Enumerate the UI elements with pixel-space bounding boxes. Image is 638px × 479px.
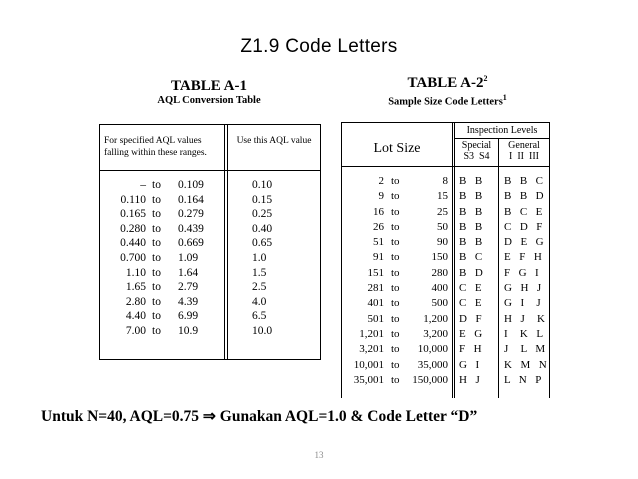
range-low-cell: 4.40 (125, 310, 146, 323)
general-code-cell: G I J (504, 297, 542, 310)
lot-low-cell: 16 (373, 205, 384, 218)
table-row (342, 281, 549, 296)
table-row (100, 178, 320, 193)
range-high-cell: 0.669 (178, 237, 204, 250)
general-levels-label: I II III (509, 151, 539, 162)
range-to-cell: to (152, 222, 161, 235)
range-low-cell: 7.00 (125, 324, 146, 337)
range-high-cell: 0.279 (178, 208, 204, 221)
range-to-cell: to (152, 281, 161, 294)
use-aql-cell: 1.5 (252, 266, 267, 279)
use-aql-cell: 0.65 (252, 237, 273, 250)
special-code-cell: B B (459, 220, 484, 233)
table-a2-subtitle-sup: 1 (502, 93, 507, 102)
lot-to-cell: to (391, 358, 400, 371)
lot-high-cell: 90 (437, 236, 448, 249)
range-to-cell: to (152, 310, 161, 323)
special-code-cell: C E (459, 297, 483, 310)
lot-low-cell: 10,001 (353, 358, 384, 371)
use-aql-cell: 0.40 (252, 222, 273, 235)
lot-high-cell: 1,200 (423, 312, 448, 325)
general-code-cell: E F H (504, 251, 543, 264)
lot-high-cell: 3,200 (423, 327, 448, 340)
range-high-cell: 6.99 (178, 310, 199, 323)
special-code-cell: B B (459, 175, 484, 187)
range-low-cell: 0.165 (120, 208, 146, 221)
general-code-cell: K M N (504, 358, 548, 371)
lot-to-cell: to (391, 190, 400, 203)
general-code-cell: D E G (504, 236, 545, 249)
table-row (100, 324, 320, 339)
special-header-label: Special (461, 140, 492, 151)
table-row (342, 342, 549, 357)
special-levels-label: S3 S4 (463, 151, 490, 162)
table-a1-subtitle: AQL Conversion Table (157, 95, 261, 106)
table-row (342, 174, 549, 189)
lot-low-cell: 3,201 (359, 343, 384, 356)
table-row (342, 220, 549, 235)
general-code-cell: B B D (504, 190, 545, 203)
lot-to-cell: to (391, 236, 400, 249)
range-low-cell: 1.10 (125, 266, 146, 279)
special-code-cell: B C (459, 251, 484, 264)
special-code-cell: B B (459, 190, 484, 203)
table-a2-title-sup: 2 (483, 74, 488, 83)
inspection-header-divider (455, 138, 549, 139)
table-a1-header-use: Use this AQL value (236, 136, 312, 146)
use-aql-cell: 10.0 (252, 324, 273, 337)
special-code-cell: G I (459, 358, 481, 371)
range-high-cell: 1.09 (178, 251, 199, 264)
use-aql-cell: 4.0 (252, 295, 267, 308)
lot-high-cell: 400 (431, 282, 448, 295)
table-row (100, 222, 320, 237)
inspection-levels-header: Inspection Levels (466, 125, 538, 136)
table-a1-header-divider (100, 170, 320, 171)
range-to-cell: to (152, 295, 161, 308)
lot-to-cell: to (391, 373, 400, 386)
use-aql-cell: 1.0 (252, 251, 267, 264)
lot-low-cell: 9 (378, 190, 384, 203)
table-row (100, 280, 320, 295)
general-code-cell: H J K (504, 312, 546, 325)
range-to-cell: to (152, 179, 161, 191)
lot-low-cell: 51 (373, 236, 384, 249)
range-to-cell: to (152, 266, 161, 279)
table-row (342, 205, 549, 220)
general-code-cell: B C E (504, 205, 544, 218)
range-low-cell: 0.280 (120, 222, 146, 235)
lot-low-cell: 1,201 (359, 327, 384, 340)
special-code-cell: F H (459, 343, 483, 356)
lot-high-cell: 280 (431, 266, 448, 279)
lot-to-cell: to (391, 251, 400, 264)
lot-high-cell: 15 (437, 190, 448, 203)
table-row (100, 251, 320, 266)
table-a1 (99, 124, 321, 360)
general-code-cell: G H J (504, 282, 543, 295)
table-a2-title-text: TABLE A-2 (407, 75, 484, 91)
table-row (342, 296, 549, 311)
footnote-example: Untuk N=40, AQL=0.75 ⇒ Gunakan AQL=1.0 & Code Letter “D” (41, 408, 478, 425)
lot-low-cell: 501 (367, 312, 384, 325)
table-row (342, 358, 549, 373)
range-high-cell: 10.9 (178, 324, 199, 337)
range-low-cell: 0.110 (120, 193, 146, 206)
general-code-cell: C D F (504, 220, 544, 233)
table-row (100, 193, 320, 208)
lot-low-cell: 151 (367, 266, 384, 279)
lot-high-cell: 150,000 (412, 373, 448, 386)
lot-to-cell: to (391, 327, 400, 340)
lot-high-cell: 500 (431, 297, 448, 310)
special-levels-header (455, 140, 498, 162)
general-code-cell: L N P (504, 373, 543, 386)
use-aql-cell: 2.5 (252, 281, 267, 294)
table-row (342, 189, 549, 204)
special-code-cell: B B (459, 236, 484, 249)
range-high-cell: 4.39 (178, 295, 199, 308)
table-a2-header-divider (342, 166, 549, 167)
use-aql-cell: 0.15 (252, 193, 273, 206)
general-header-label: General (508, 140, 540, 151)
range-to-cell: to (152, 251, 161, 264)
special-code-cell: B D (459, 266, 484, 279)
lot-to-cell: to (391, 282, 400, 295)
range-low-cell: 0.440 (120, 237, 146, 250)
lot-to-cell: to (391, 297, 400, 310)
lot-to-cell: to (391, 175, 400, 187)
range-high-cell: 0.109 (178, 179, 204, 191)
range-to-cell: to (152, 324, 161, 337)
lot-low-cell: 91 (373, 251, 384, 264)
table-row (100, 266, 320, 281)
table-row (342, 235, 549, 250)
special-code-cell: C E (459, 282, 483, 295)
lot-low-cell: 26 (373, 220, 384, 233)
lot-high-cell: 25 (437, 205, 448, 218)
range-high-cell: 0.164 (178, 193, 204, 206)
range-high-cell: 1.64 (178, 266, 199, 279)
table-row (342, 373, 549, 388)
lot-size-header: Lot Size (373, 141, 421, 156)
table-row (342, 312, 549, 327)
table-a1-body (100, 178, 320, 339)
general-code-cell: I K L (504, 327, 545, 340)
range-to-cell: to (152, 237, 161, 250)
table-row (100, 207, 320, 222)
use-aql-cell: 0.10 (252, 179, 273, 191)
slide-title: Z1.9 Code Letters (240, 36, 398, 57)
special-code-cell: D F (459, 312, 483, 325)
range-to-cell: to (152, 193, 161, 206)
range-low-cell: 2.80 (125, 295, 146, 308)
table-a2 (341, 122, 550, 398)
range-high-cell: 0.439 (178, 222, 204, 235)
special-code-cell: B B (459, 205, 484, 218)
general-code-cell: J L M (504, 343, 547, 356)
table-a2-subtitle-text: Sample Size Code Letters (388, 96, 503, 108)
table-row (100, 295, 320, 310)
lot-high-cell: 50 (437, 220, 448, 233)
lot-low-cell: 401 (367, 297, 384, 310)
page-number: 13 (314, 450, 324, 460)
table-a1-header-range: For specified AQL values falling within these ranges. (104, 136, 207, 158)
range-to-cell: to (152, 208, 161, 221)
range-low-cell: 0.700 (120, 251, 146, 264)
lot-to-cell: to (391, 205, 400, 218)
use-aql-cell: 0.25 (252, 208, 273, 221)
lot-high-cell: 10,000 (417, 343, 448, 356)
special-code-cell: H J (459, 373, 481, 386)
table-a2-body (342, 174, 549, 388)
general-code-cell: B B C (504, 175, 545, 187)
lot-high-cell: 150 (431, 251, 448, 264)
general-code-cell: F G I (504, 266, 540, 279)
lot-to-cell: to (391, 266, 400, 279)
table-row (342, 327, 549, 342)
table-a1-title: TABLE A-1 (171, 78, 247, 94)
lot-to-cell: to (391, 343, 400, 356)
table-a2-subtitle (345, 93, 550, 108)
table-row (100, 236, 320, 251)
lot-low-cell: 2 (378, 175, 384, 187)
range-high-cell: 2.79 (178, 281, 199, 294)
lot-high-cell: 35,000 (417, 358, 448, 371)
table-row (100, 309, 320, 324)
use-aql-cell: 6.5 (252, 310, 267, 323)
range-low-cell: 1.65 (125, 281, 146, 294)
general-levels-header (498, 140, 550, 162)
lot-high-cell: 8 (442, 175, 448, 187)
lot-to-cell: to (391, 220, 400, 233)
table-a2-title (345, 74, 550, 92)
lot-low-cell: 281 (367, 282, 384, 295)
table-row (342, 266, 549, 281)
range-low-cell: – (140, 179, 146, 191)
special-code-cell: E G (459, 327, 484, 340)
lot-low-cell: 35,001 (353, 373, 384, 386)
table-row (342, 250, 549, 265)
lot-to-cell: to (391, 312, 400, 325)
